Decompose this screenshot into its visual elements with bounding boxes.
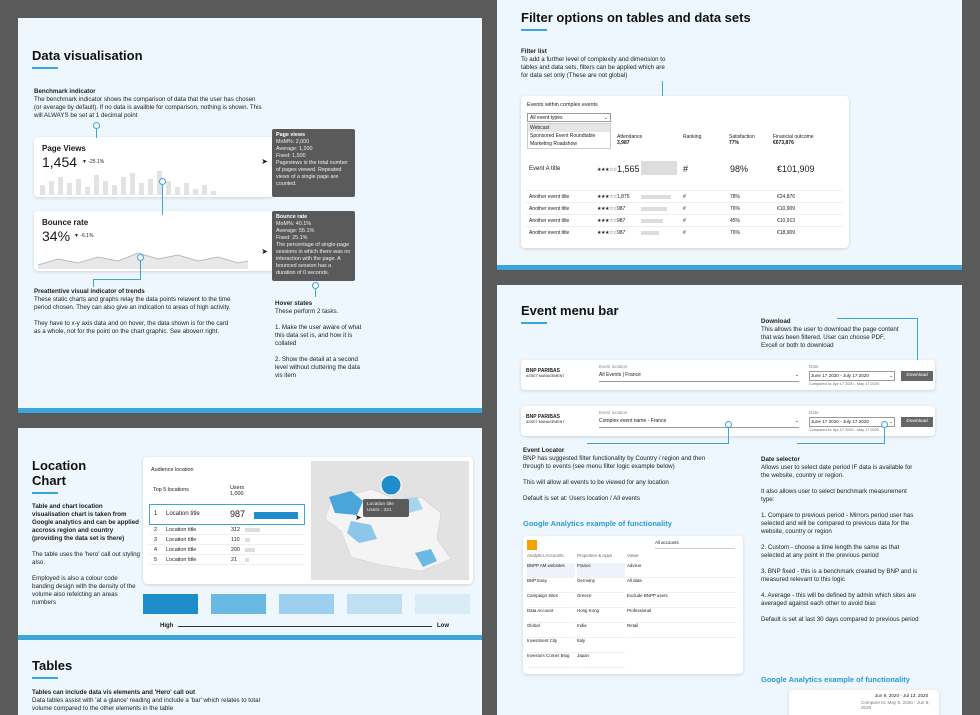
bounce-rate-label: Bounce rate xyxy=(42,218,89,227)
table-row[interactable]: 2 Location title 312 xyxy=(149,525,305,535)
colour-band xyxy=(415,594,470,614)
ga-list-item[interactable]: Investment City xyxy=(527,638,575,653)
ga-list-item[interactable]: Japan xyxy=(577,653,625,668)
download-button[interactable]: Download xyxy=(901,417,933,427)
ga-list-item[interactable]: Germany xyxy=(577,578,625,593)
locator-dot xyxy=(725,421,732,428)
benchmark-title: Benchmark indicator xyxy=(34,88,96,95)
ga-logo-icon xyxy=(527,540,537,550)
ga-list-item[interactable]: France xyxy=(577,563,625,578)
chevron-down-icon: ⌄ xyxy=(603,115,608,121)
ga-list-item[interactable]: Campaign Sites xyxy=(527,593,575,608)
table-row[interactable]: Another event title ★★★☆☆ 987 # 76% €10,909 xyxy=(525,202,843,213)
event-location-select[interactable]: Complex event name - France ⌄ xyxy=(599,418,799,428)
location-chart-panel xyxy=(18,428,482,640)
preattentive-text: Preattentive visual indicator of trends These static charts and graphs relay the data points relavent to the time period chosen. They can also give an indication to areas of high activity. They have to x-y axis data and on hover, the data shown is for the card as a whole, not for the point on the chart graphic. See aboverr right. xyxy=(34,288,231,335)
ga-list-item[interactable]: Investors Corner Blog xyxy=(527,653,575,668)
event-location-select[interactable]: All Events | France ⌄ xyxy=(599,372,799,382)
event-location-label: Event location xyxy=(599,364,628,369)
ga-list-item[interactable]: Global xyxy=(527,623,575,638)
ga-search[interactable]: All accounts xyxy=(655,540,735,549)
col-locations: Top 5 locations xyxy=(153,487,189,493)
date-dot xyxy=(881,421,888,428)
date-label: Date xyxy=(809,410,819,415)
hover-dot xyxy=(159,178,166,185)
location-title: Location Chart xyxy=(32,458,102,494)
page-views-card[interactable] xyxy=(34,137,274,197)
option-roundtable[interactable]: Sponsored Event Roundtable xyxy=(530,133,596,139)
share-icon[interactable]: ➤ xyxy=(261,157,268,166)
ga-list-item[interactable]: Retail xyxy=(627,623,737,638)
location-desc: Table and chart location visualisation chart is taken from Google analytics and can be applied accross region and country (providing the data set is there) The table uses the 'hero' call out styling also. Employed is also a colour code banding design with the density of the volume also refelcting an areas numbers xyxy=(32,503,140,606)
events-card-title: Events within complex events xyxy=(527,102,598,108)
card-title: Audience location xyxy=(151,467,194,473)
tables-title: Tables xyxy=(32,658,72,679)
ga-example-title-2: Google Analytics example of functionality xyxy=(761,675,910,684)
compared-text: Compared to: Apr 17 2020 - May 17 2020 xyxy=(809,382,879,386)
trend-dot xyxy=(137,254,144,261)
audience-location-card xyxy=(143,457,473,584)
hover-states-text: Hover states These perform 2 tasks. 1. Make the user aware of what this data set is, and how it is collated 2. Show the detail at a second level without cluttering the data vis item xyxy=(275,300,362,379)
brand-logo: BNP PARIBAS ASSET MANAGEMENT xyxy=(526,368,565,378)
chevron-down-icon: ⌄ xyxy=(889,373,893,378)
table-row[interactable]: 5 Location title 21 xyxy=(149,555,305,565)
brand-logo: BNP PARIBAS ASSET MANAGEMENT xyxy=(526,414,565,424)
column-header: Satisfaction 77% xyxy=(729,134,755,146)
page-title: Data visualisation xyxy=(32,48,143,69)
low-label: Low xyxy=(437,623,449,629)
date-label: Date xyxy=(809,364,819,369)
bounce-rate-value: 34% xyxy=(42,228,71,244)
event-menu-panel xyxy=(497,285,962,715)
bounce-rate-card[interactable] xyxy=(34,211,274,271)
filter-text: Filter list To add a further level of complexity and dimension to tables and data sets, filters can be applied which are for data set only (These are not global) xyxy=(521,48,666,79)
download-button[interactable]: Download xyxy=(901,371,933,381)
date-select[interactable]: June 17 2020 - July 17 2020 ⌄ xyxy=(809,417,895,427)
volume-bar xyxy=(245,528,260,532)
event-locator-text: Event Locator BNP has suggested filter functionality by Country / region and then through to events (see menu filter logic example below) This will allow all events to be viewed for any location Default is set at: Users location / All events xyxy=(523,447,706,502)
ga-list-item[interactable]: Data Account xyxy=(527,608,575,623)
ga-date-panel: Jun 9, 2020 - Jul 13, 2020 Compare to: May 5, 2020 - Jun 8, 2020 xyxy=(789,690,939,715)
event-menu-bar-1 xyxy=(521,360,935,390)
ga-list-item[interactable]: India xyxy=(577,623,625,638)
ga-list-item[interactable]: Greece xyxy=(577,593,625,608)
page-views-value: 1,454 xyxy=(42,154,78,170)
page-views-label: Page Views xyxy=(42,144,86,153)
col-users: Users 1,000 xyxy=(230,485,245,497)
ga-list-item[interactable]: BNPP AM websites xyxy=(527,563,575,578)
events-table-card xyxy=(521,96,849,248)
event-location-label: Event location xyxy=(599,410,628,415)
chevron-down-icon: ⌄ xyxy=(794,418,799,424)
page-views-bar-chart xyxy=(40,171,240,195)
date-select[interactable]: June 17 2020 - July 17 2020 ⌄ xyxy=(809,371,895,381)
colour-band xyxy=(347,594,402,614)
menu-title: Event menu bar xyxy=(521,303,619,324)
option-webcast[interactable]: Webcast xyxy=(528,124,610,132)
compared-text: Compared to: Apr 17 2020 - May 17 2020 xyxy=(809,428,879,432)
tables-text: Tables can include data vis elements and 'Hero' call out Data tables assist with 'at a glance' reading and include a 'bar' which relates to total volume compared to the other elements in the table xyxy=(32,689,260,712)
colour-band xyxy=(211,594,266,614)
table-row[interactable]: 3 Location title 110 xyxy=(149,535,305,545)
location-table xyxy=(149,504,305,565)
ga-example-title: Google Analytics example of functionality xyxy=(523,519,672,528)
page-views-tooltip: Page views MoM%: 2,000 Average: 1,200 Fixed: 1,500 Pageviews is the total number of pages viewed. Repeated views of a single page are counted. xyxy=(272,129,355,197)
column-header: Ranking xyxy=(683,134,702,140)
benchmark-text: Benchmark indicator The benchmark indicator shows the comparison of data that the user has chosen (or average by default). If no data is availble for comparison, nothing is shown. This will ALWAYS be set at 1 decimal point xyxy=(34,88,262,119)
bounce-rate-tooltip: Bounce rate MoM%: 40.1% Average: 55.1% Fixed: 25.1% The percentage of single-page sessions in which there was no interaction with the page. A bounced session has a duration of 0 seconds. xyxy=(272,211,355,281)
chevron-down-icon: ⌄ xyxy=(794,372,799,378)
ga-accounts-panel: All accounts Analytics Accounts Properties & Apps Views BNPP AM websites BNP Easy Campaign Sites Data Account Global Investment City Investors Corner Blog France Germany Greece Hong Kong India Italy Japan Advisor All data Exclude BNPP users Professional Retail xyxy=(523,536,743,674)
table-row[interactable]: Another event title ★★★☆☆ 1,875 # 78% €24,876 xyxy=(525,190,843,201)
ga-list-item[interactable]: Italy xyxy=(577,638,625,653)
table-row[interactable]: Another event title ★★★☆☆ 987 # 45% €10,913 xyxy=(525,214,843,225)
hero-row[interactable]: Event A title ★★★☆☆ 1,565 # 98% €101,909 xyxy=(525,154,843,188)
ga-list-item[interactable]: BNP Easy xyxy=(527,578,575,593)
table-row[interactable]: 1 Location title 987 xyxy=(149,504,305,525)
download-text: Download This allows the user to download the page content that was been filtered. User can choose PDF, Excell or both to download xyxy=(761,318,899,349)
ga-list-item[interactable]: All data xyxy=(627,578,737,593)
column-header: Financial outcome €673,876 xyxy=(773,134,814,146)
tables-panel xyxy=(18,640,482,715)
map-tooltip: Location title Users : 321 xyxy=(363,499,409,517)
date-selector-text: Date selector Allows user to select date period IF data is available for the website, country or region. It also allows user to select benchmark measurement type: 1. Compare to previous period - Mirrors period user has selected and will be compared to previous data for the website, country or region 2. Custom - choose a time length the same as that selected at any point in the previous period 3. BNP fixed - this is a benchmark created by BNP and is measured relevant to this logic 4. Average - this will be defined by admin which sites are averaged against each other to avoid bias Default is set at last 30 days compared to previous period xyxy=(761,456,919,623)
ga-list-item[interactable]: Exclude BNPP users xyxy=(627,593,737,608)
volume-bar xyxy=(245,548,255,552)
page-views-delta: ▼ -25.1% xyxy=(82,159,105,165)
colour-band xyxy=(279,594,334,614)
option-roadshow[interactable]: Marketing Roadshow xyxy=(530,141,577,147)
column-header: Attendance 3,987 xyxy=(617,134,643,146)
share-icon[interactable]: ➤ xyxy=(261,247,268,256)
ga-list-item[interactable]: Advisor xyxy=(627,563,737,578)
ga-list-item[interactable]: Professional xyxy=(627,608,737,623)
location-map xyxy=(311,461,469,580)
high-label: High xyxy=(160,623,174,629)
filter-title: Filter options on tables and data sets xyxy=(521,10,751,31)
bounce-rate-delta: ▼ -6.1% xyxy=(74,233,94,239)
chevron-down-icon: ⌄ xyxy=(889,419,893,424)
colour-band xyxy=(143,594,198,614)
volume-bar xyxy=(245,538,250,542)
cursor-icon: ➤ xyxy=(355,513,362,522)
data-visualisation-panel xyxy=(18,18,482,413)
colour-bands xyxy=(143,594,473,614)
select-options xyxy=(527,123,611,149)
table-row[interactable]: 4 Location title 200 xyxy=(149,545,305,555)
table-row[interactable]: Another event title ★★★☆☆ 987 # 76% €18,909 xyxy=(525,226,843,237)
volume-bar xyxy=(254,512,298,519)
volume-bar xyxy=(245,558,249,562)
filter-panel xyxy=(497,0,962,270)
event-type-select[interactable]: All event types ⌄ xyxy=(527,113,611,122)
ga-list-item[interactable]: Hong Kong xyxy=(577,608,625,623)
tooltip-dot xyxy=(312,282,319,289)
